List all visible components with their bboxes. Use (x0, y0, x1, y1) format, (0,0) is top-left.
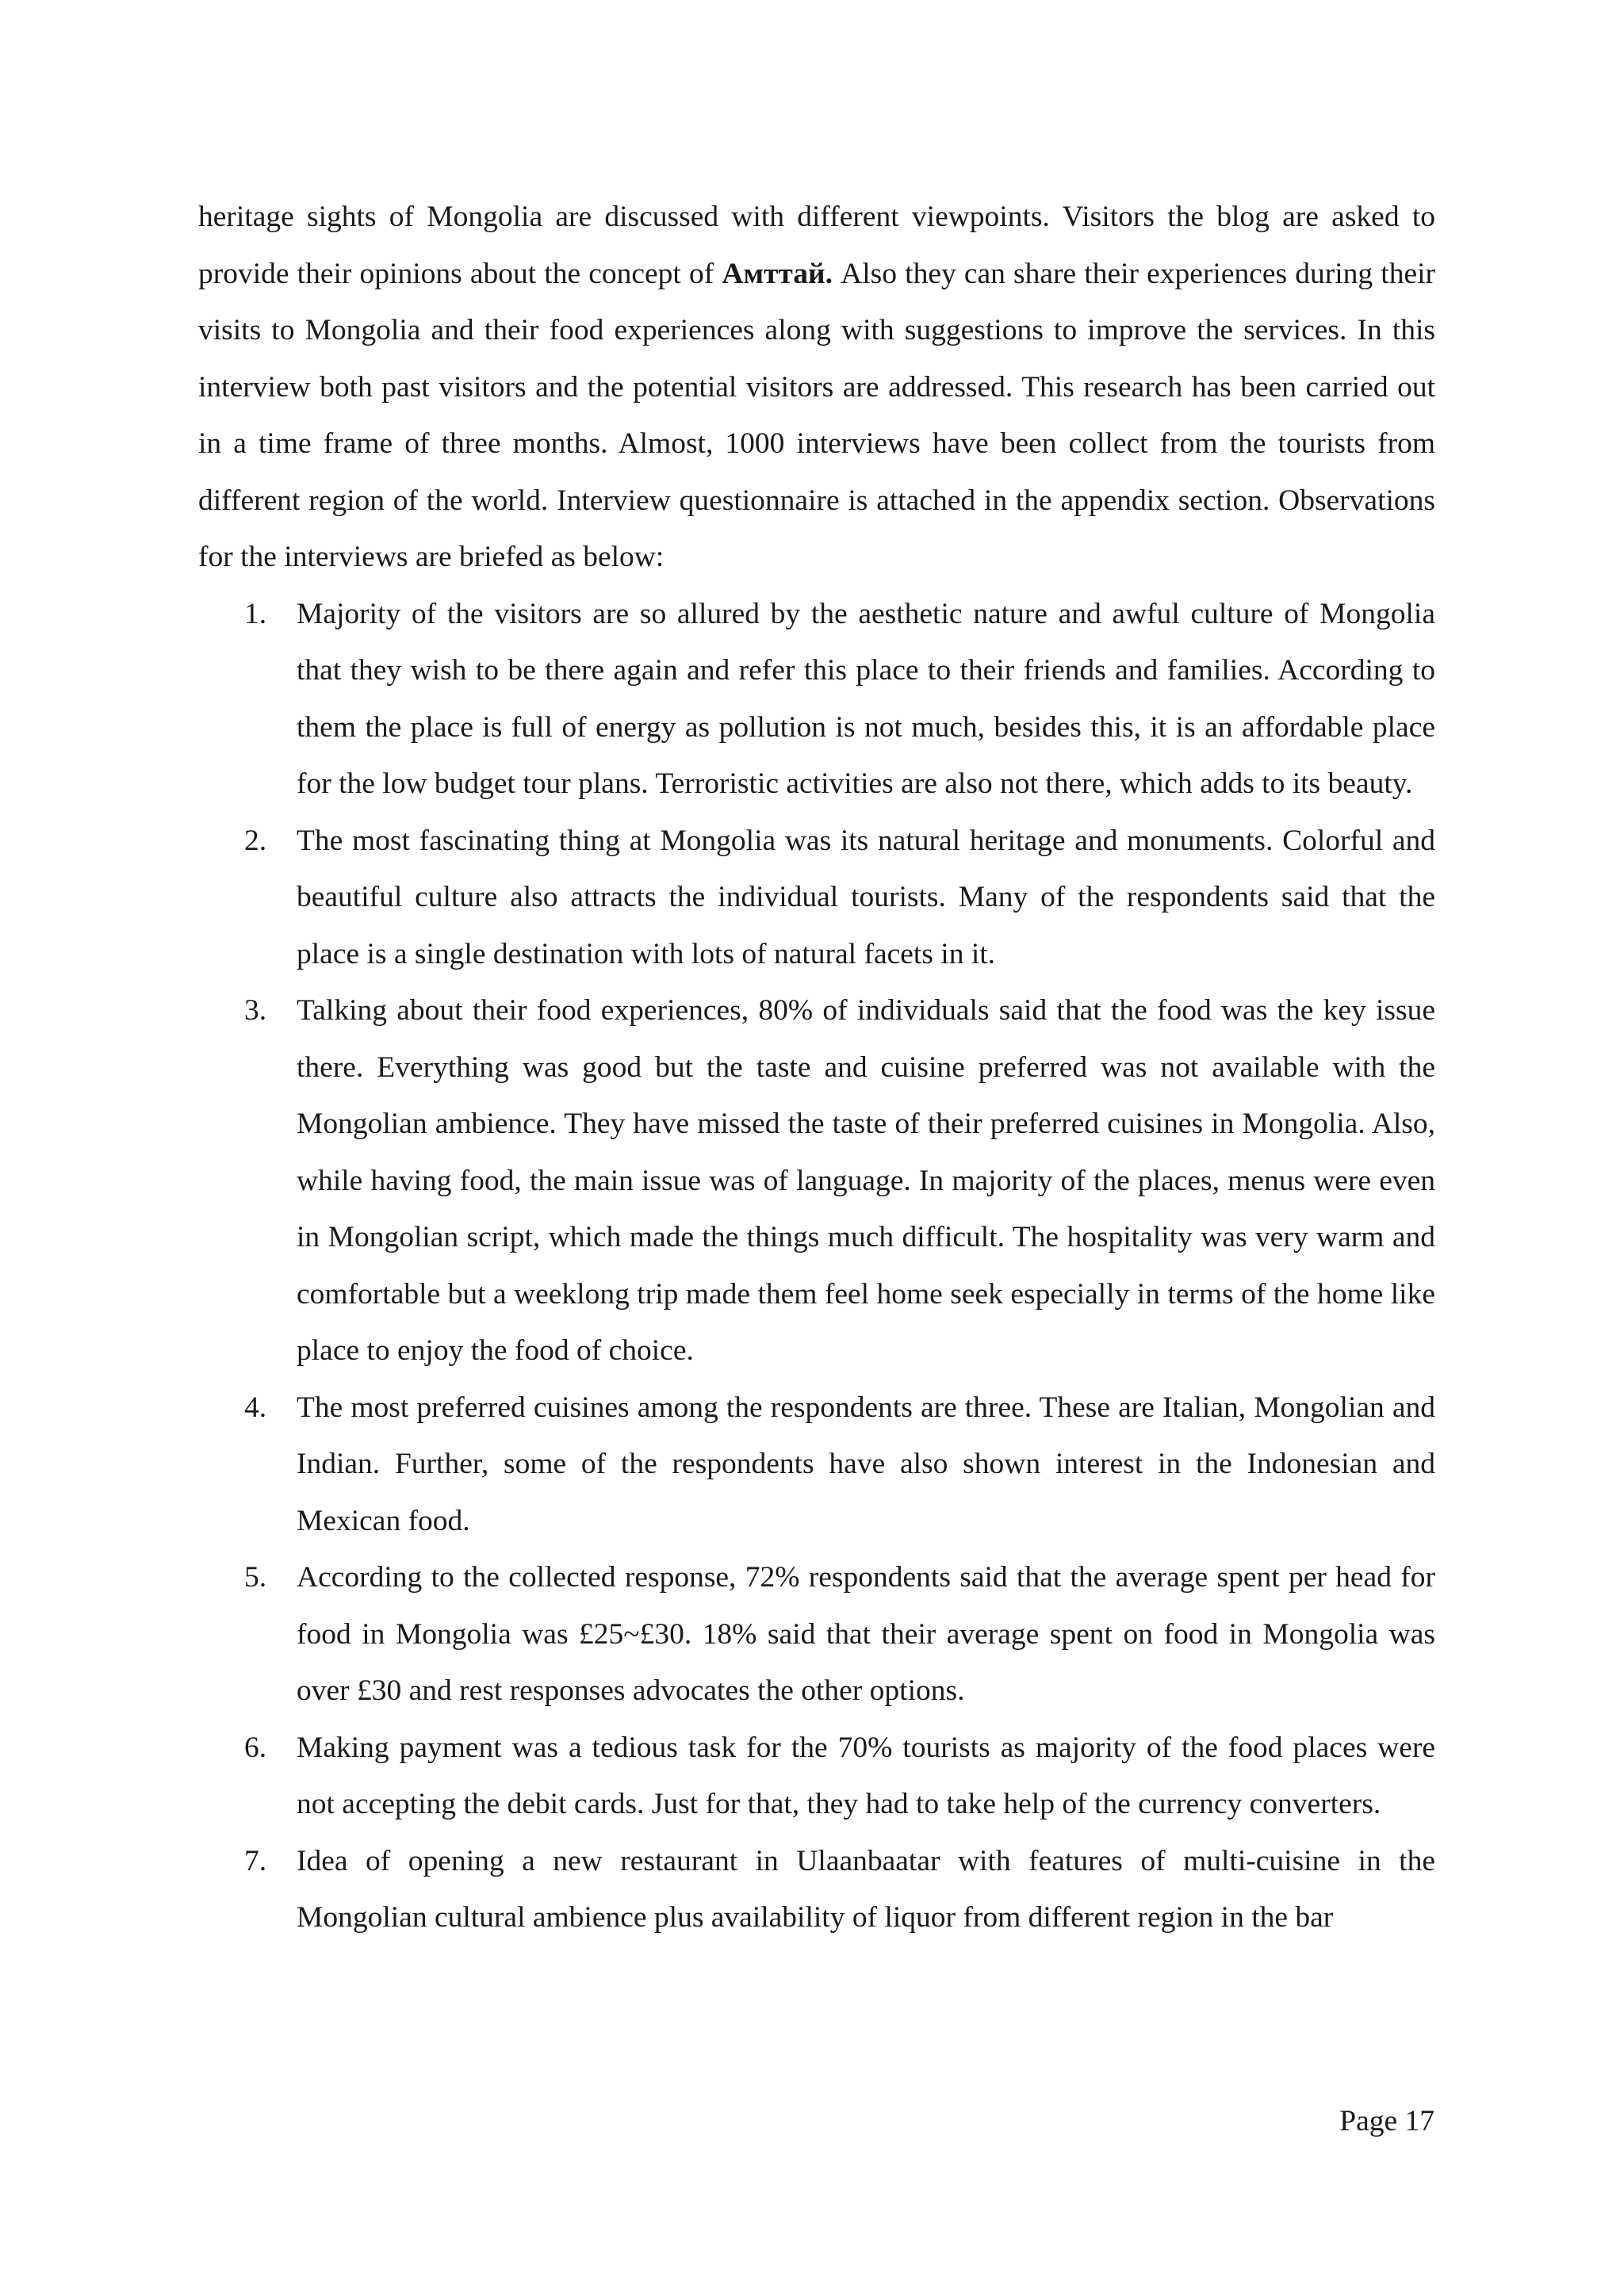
list-item-text: The most preferred cuisines among the respondents are three. These are Italian, Mongolian and Indian. Further, some of the respondents have also shown interest in the Indonesian and Mexican food. (297, 1391, 1435, 1537)
list-item-number: 3. (244, 994, 267, 1027)
bold-term: Амттай. (722, 257, 833, 290)
list-item (198, 1380, 1435, 1550)
intro-text-after: Also they can share their experiences during their visits to Mongolia and their food experiences along with suggestions to improve the services. In this interview both past visitors and the potential visitors are addressed. This research has been carried out in a time frame of three months. Almost, 1000 interviews have been collect from the tourists from different region of the world. Interview questionnaire is attached in the appendix section. Observations for the interviews are briefed as below: (198, 257, 1435, 573)
list-item (198, 1833, 1435, 1946)
list-item-number: 7. (244, 1844, 267, 1877)
list-item (198, 1549, 1435, 1720)
list-item-number: 1. (244, 597, 267, 630)
observations-list (198, 586, 1435, 1946)
document-page (198, 189, 1435, 1946)
list-item-text: Idea of opening a new restaurant in Ulaanbaatar with features of multi-cuisine in the Mongolian cultural ambience plus availability of liquor from different region in the bar (297, 1844, 1435, 1934)
list-item-number: 5. (244, 1561, 267, 1594)
list-item-text: According to the collected response, 72% respondents said that the average spent per head for food in Mongolia was £25~£30. 18% said that their average spent on food in Mongolia was over £30 and rest responses advocates the other options. (297, 1561, 1435, 1707)
list-item-number: 6. (244, 1731, 267, 1764)
list-item (198, 586, 1435, 813)
list-item (198, 982, 1435, 1380)
list-item-text: Majority of the visitors are so allured by the aesthetic nature and awful culture of Mongolia that they wish to be there again and refer this place to their friends and families. According to them the place is full of energy as pollution is not much, besides this, it is an affordable place for the low budget tour plans. Terroristic activities are also not there, which adds to its beauty. (297, 597, 1435, 800)
list-item-number: 2. (244, 824, 267, 857)
list-item-text: Talking about their food experiences, 80% of individuals said that the food was the key issue there. Everything was good but the taste and cuisine preferred was not available with the Mongolian ambience. They have missed the taste of their preferred cuisines in Mongolia. Also, while having food, the main issue was of language. In majority of the places, menus were even in Mongolian script, which made the things much difficult. The hospitality was very warm and comfortable but a weeklong trip made them feel home seek especially in terms of the home like place to enjoy the food of choice. (297, 994, 1435, 1367)
list-item-number: 4. (244, 1391, 267, 1424)
intro-text-before: heritage sights of Mongolia are discussed with different viewpoints. Visitors the blog are asked to provide their opinions about the concept of (198, 201, 1435, 290)
page-number: Page 17 (1339, 2105, 1434, 2137)
list-item-text: The most fascinating thing at Mongolia was its natural heritage and monuments. Colorful and beautiful culture also attracts the individual tourists. Many of the respondents said that the place is a single destination with lots of natural facets in it. (297, 824, 1435, 970)
list-item-text: Making payment was a tedious task for the 70% tourists as majority of the food places were not accepting the debit cards. Just for that, they had to take help of the currency converters. (297, 1731, 1435, 1820)
list-item (198, 813, 1435, 983)
list-item (198, 1720, 1435, 1833)
intro-paragraph (198, 189, 1435, 586)
